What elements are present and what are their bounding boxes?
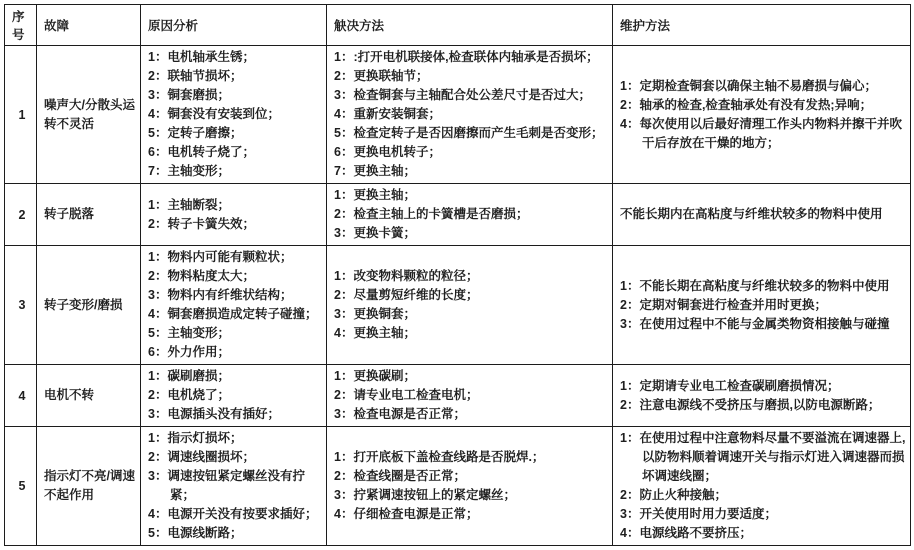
cell-line: 3：检查铜套与主轴配合处公差尺寸是否过大； <box>334 88 591 102</box>
cell-line: 7：主轴变形； <box>148 164 230 178</box>
cell-line: 4：更换主轴； <box>334 326 416 340</box>
cell-line: 1：电机轴承生锈； <box>148 50 255 64</box>
cell-line: 2：定期对铜套进行检查并用时更换； <box>620 297 827 312</box>
row-5-maintenance-cell <box>613 427 911 546</box>
row-2-fault-cell: 转子脱落 <box>37 184 141 246</box>
row-2-maintenance-cell <box>613 184 911 246</box>
row-3-causes-cell <box>141 246 327 365</box>
row-1-maintenance-cell <box>613 46 911 184</box>
cell-line: 1：主轴断裂； <box>148 197 230 212</box>
cell-line: 3：物料内有纤维状结构； <box>148 288 293 302</box>
cell-line: 2：注意电源线不受挤压与磨损,以防电源断路； <box>620 397 881 412</box>
table-row-2 <box>5 184 911 246</box>
cell-line: 3：开关使用时用力要适度； <box>620 507 777 521</box>
row-4-no-cell: 4 <box>5 365 37 427</box>
row-3-maintenance-cell <box>613 246 911 365</box>
cell-line: 6：更换电机转子； <box>334 145 441 159</box>
header-row <box>5 5 911 46</box>
cell-line: 3：在使用过程中不能与金属类物资相接触与碰撞 <box>620 316 890 331</box>
table-row-4 <box>5 365 911 427</box>
cell-line: 2：电机烧了； <box>148 388 230 402</box>
cell-line: 5：检查定转子是否因磨擦而产生毛刺是否变形； <box>334 126 604 140</box>
row-3-solutions-cell <box>327 246 613 365</box>
header-maintenance: 维护方法 <box>613 5 911 46</box>
header-fault: 故障 <box>37 5 141 46</box>
header-solution: 觖决方法 <box>327 5 613 46</box>
row-2-causes-cell <box>141 184 327 246</box>
header-cause-analysis: 原因分析 <box>141 5 327 46</box>
row-1-causes-cell <box>141 46 327 184</box>
cell-line: 3：更换卡簧； <box>334 226 416 240</box>
cell-line: 2：更换联轴节； <box>334 69 429 83</box>
cell-line: 1：定期检查铜套以确保主轴不易磨损与偏心； <box>620 78 877 93</box>
row-4-fault-cell: 电机不转 <box>37 365 141 427</box>
cell-line: 7：更换主轴； <box>334 164 416 178</box>
row-4-solutions-cell <box>327 365 613 427</box>
cell-line: 3：检查电源是否正常； <box>334 407 466 421</box>
table-row-1 <box>5 46 911 184</box>
table-row-5 <box>5 427 911 546</box>
cell-line: 4：仔细检查电源是正常； <box>334 507 479 521</box>
row-3-fault-cell: 转子变形/磨损 <box>37 246 141 365</box>
cell-line: 3：更换铜套； <box>334 307 416 321</box>
cell-line: 2：防止火种接触； <box>620 488 727 502</box>
cell-line: 4：每次使用以后最好清理工作头内物料并擦干并吹干后存放在干燥的地方； <box>620 116 902 150</box>
cell-line: 1：碳刷磨损； <box>148 369 230 383</box>
cell-line: 1：打开底板下盖检查线路是否脱焊.； <box>334 450 545 464</box>
cell-line: 2：调速线圈损坏； <box>148 450 255 464</box>
row-3-no-cell: 3 <box>5 246 37 365</box>
cell-line: 1：更换碳刷； <box>334 369 416 383</box>
row-5-no-cell: 5 <box>5 427 37 546</box>
row-5-causes-cell <box>141 427 327 546</box>
header-no: 序号 <box>5 5 37 46</box>
cell-line: 2：尽量剪短纤维的长度； <box>334 288 479 302</box>
cell-line: 2：检查线圈是否正常； <box>334 469 466 483</box>
cell-line: 2：检查主轴上的卡簧槽是否磨损； <box>334 207 529 221</box>
cell-line: 6：电机转子烧了； <box>148 145 255 159</box>
cell-line: 5：主轴变形； <box>148 326 230 340</box>
cell-line: 1：物料内可能有颗粒状； <box>148 250 293 264</box>
cell-line: 6：外力作用； <box>148 345 230 359</box>
cell-line: 1：不能长期在高粘度与纤维状较多的物料中使用 <box>620 278 890 293</box>
cell-line: 3：调速按钮紧定螺丝没有拧紧； <box>148 469 305 502</box>
row-5-fault-cell: 指示灯不亮/调速不起作用 <box>37 427 141 546</box>
row-1-fault-cell: 噪声大/分散头运转不灵活 <box>37 46 141 184</box>
cell-line: 5：电源线断路； <box>148 526 243 540</box>
cell-line: 不能长期内在高粘度与纤维状较多的物料中使用 <box>620 207 883 221</box>
cell-line: 1：在使用过程中注意物料尽量不要溢流在调速器上,以防物料顺着调速开关与指示灯进入调速器而损坏调速线圈； <box>620 431 906 483</box>
row-4-maintenance-cell <box>613 365 911 427</box>
troubleshooting-table <box>4 4 911 546</box>
cell-line: 3：电源插头没有插好； <box>148 407 280 421</box>
cell-line: 3：铜套磨损； <box>148 88 230 102</box>
cell-line: 1：定期请专业电工检查碳刷磨损情况； <box>620 378 840 393</box>
cell-line: 2：转子卡簧失效； <box>148 216 255 231</box>
row-2-solutions-cell <box>327 184 613 246</box>
cell-line: 2：轴承的检查,检查轴承处有没有发热;异响； <box>620 97 873 112</box>
cell-line: 3：拧紧调速按钮上的紧定螺丝； <box>334 488 516 502</box>
row-2-no-cell: 2 <box>5 184 37 246</box>
cell-line: 2：联轴节损坏； <box>148 69 243 83</box>
cell-line: 1：更换主轴； <box>334 188 416 202</box>
cell-line: 4：电源开关没有按要求插好； <box>148 507 318 521</box>
cell-line: 5：定转子磨擦； <box>148 126 243 140</box>
row-1-no-cell: 1 <box>5 46 37 184</box>
row-5-solutions-cell <box>327 427 613 546</box>
cell-line: 4：重新安装铜套； <box>334 107 441 121</box>
cell-line: 2：请专业电工检查电机； <box>334 388 479 402</box>
row-4-causes-cell <box>141 365 327 427</box>
cell-line: 4：电源线路不要挤压； <box>620 526 752 540</box>
cell-line: 4：铜套磨损造成定转子碰撞； <box>148 307 318 321</box>
cell-line: 2：物料粘度太大； <box>148 269 255 283</box>
cell-line: 4：铜套没有安装到位； <box>148 107 280 121</box>
cell-line: 1：指示灯损坏； <box>148 431 243 445</box>
cell-line: 1：:打开电机联接体,检查联体内轴承是否损坏； <box>334 50 599 64</box>
cell-line: 1：改变物料颗粒的粒径； <box>334 269 479 283</box>
table-row-3 <box>5 246 911 365</box>
row-1-solutions-cell <box>327 46 613 184</box>
